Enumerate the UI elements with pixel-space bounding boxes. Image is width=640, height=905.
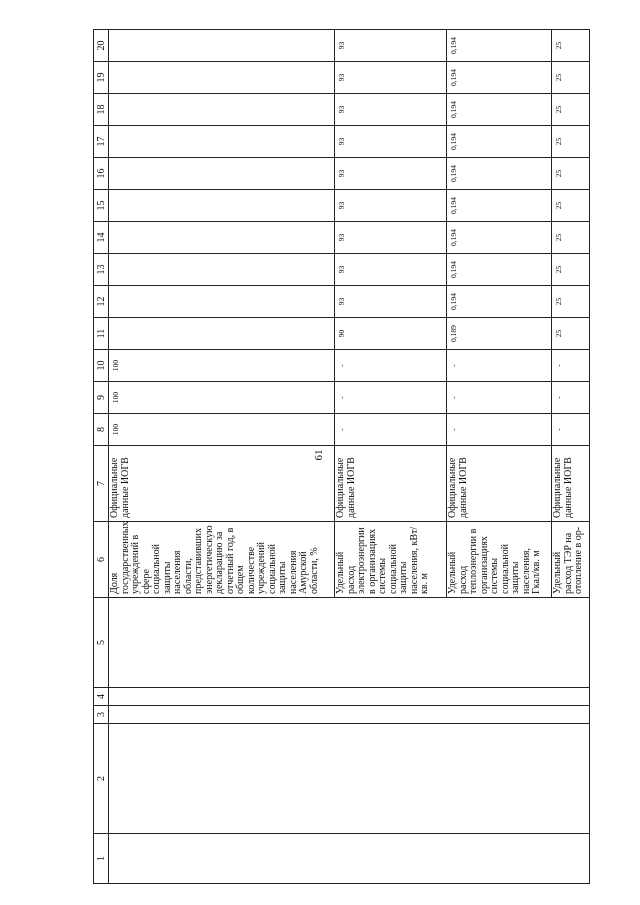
value-cell: 93 [335, 190, 447, 222]
value-cell: 25 [552, 222, 590, 254]
rotated-table-frame [93, 34, 590, 884]
col-number: 10 [94, 350, 109, 382]
value-cell [109, 126, 335, 158]
col-number: 19 [94, 62, 109, 94]
value-cell: 25 [552, 126, 590, 158]
value-cell: 25 [552, 318, 590, 350]
value-cell [109, 254, 335, 286]
value-cell: 0,194 [447, 126, 552, 158]
value-cell [109, 190, 335, 222]
value-cell: 93 [335, 62, 447, 94]
col-number: 7 [94, 446, 109, 522]
data-source: Официальные данные ИОГВ [552, 446, 590, 522]
col-number: 11 [94, 318, 109, 350]
value-cell: 0,194 [447, 62, 552, 94]
indicator-name: Удельный расход ТЭР на отопление в ор- [552, 522, 590, 598]
value-cell: 25 [552, 286, 590, 318]
col-number: 16 [94, 158, 109, 190]
table-row [109, 30, 335, 884]
value-cell: - [335, 350, 447, 382]
col-number: 18 [94, 94, 109, 126]
value-cell: - [335, 414, 447, 446]
value-cell: 25 [552, 254, 590, 286]
col-number: 9 [94, 382, 109, 414]
value-cell: - [447, 382, 552, 414]
col-number: 1 [94, 834, 109, 884]
value-cell [109, 222, 335, 254]
value-cell [109, 158, 335, 190]
value-cell [109, 62, 335, 94]
value-cell: 93 [335, 158, 447, 190]
value-cell: 93 [335, 254, 447, 286]
value-cell: 0,194 [447, 30, 552, 62]
value-cell [109, 30, 335, 62]
value-cell: - [447, 414, 552, 446]
cell-col1 [109, 834, 590, 884]
indicator-name: Удельный расход электроэнергии в организациях системы социальной защиты населения, кВт/кв. м [335, 522, 447, 598]
value-cell: - [552, 382, 590, 414]
value-cell: 25 [552, 158, 590, 190]
cell-col2 [109, 724, 590, 834]
value-cell: 93 [335, 94, 447, 126]
col-number: 12 [94, 286, 109, 318]
value-cell: 25 [552, 62, 590, 94]
value-cell [109, 94, 335, 126]
value-cell: 0,194 [447, 222, 552, 254]
value-cell: 93 [335, 126, 447, 158]
col-number: 15 [94, 190, 109, 222]
col-number: 13 [94, 254, 109, 286]
cell-col4 [109, 688, 590, 706]
col-number: 17 [94, 126, 109, 158]
value-cell: 0,194 [447, 94, 552, 126]
col-number: 6 [94, 522, 109, 598]
indicator-name: Доля государственных учреждений в сфере социальной защиты населения области, представивших энергетическую декларацию за отчетный год, в общем количестве учреждений социальной защиты населения Амурской области, % [109, 522, 335, 598]
data-source: Официальные данные ИОГВ [335, 446, 447, 522]
data-source: Официальные данные ИОГВ [109, 446, 335, 522]
value-cell: 25 [552, 94, 590, 126]
value-cell: 93 [335, 30, 447, 62]
data-source: Официальные данные ИОГВ [447, 446, 552, 522]
value-cell: - [335, 382, 447, 414]
col-number: 20 [94, 30, 109, 62]
indicator-name: Удельный расход теплоэнергии в организациях системы социальной защиты населения, Гкал/кв. м [447, 522, 552, 598]
cell-col3 [109, 706, 590, 724]
col-number: 2 [94, 724, 109, 834]
value-cell: - [447, 350, 552, 382]
value-cell: 100 [109, 382, 335, 414]
value-cell: - [552, 414, 590, 446]
value-cell: 100 [109, 350, 335, 382]
col-number: 8 [94, 414, 109, 446]
value-cell: 0,189 [447, 318, 552, 350]
col-number: 3 [94, 706, 109, 724]
value-cell: 90 [335, 318, 447, 350]
col-number: 4 [94, 688, 109, 706]
col-number: 5 [94, 598, 109, 688]
col-number: 14 [94, 222, 109, 254]
value-cell: 93 [335, 286, 447, 318]
value-cell: 25 [552, 190, 590, 222]
value-cell: 93 [335, 222, 447, 254]
value-cell: 0,194 [447, 158, 552, 190]
value-cell: 100 [109, 414, 335, 446]
value-cell [109, 286, 335, 318]
page-number: 61 [313, 449, 325, 461]
value-cell: 0,194 [447, 286, 552, 318]
value-cell: 0,194 [447, 190, 552, 222]
indicators-table [93, 29, 590, 884]
cell-col5 [109, 598, 590, 688]
value-cell: - [552, 350, 590, 382]
column-number-row [94, 30, 109, 884]
value-cell: 0,194 [447, 254, 552, 286]
value-cell: 25 [552, 30, 590, 62]
value-cell [109, 318, 335, 350]
